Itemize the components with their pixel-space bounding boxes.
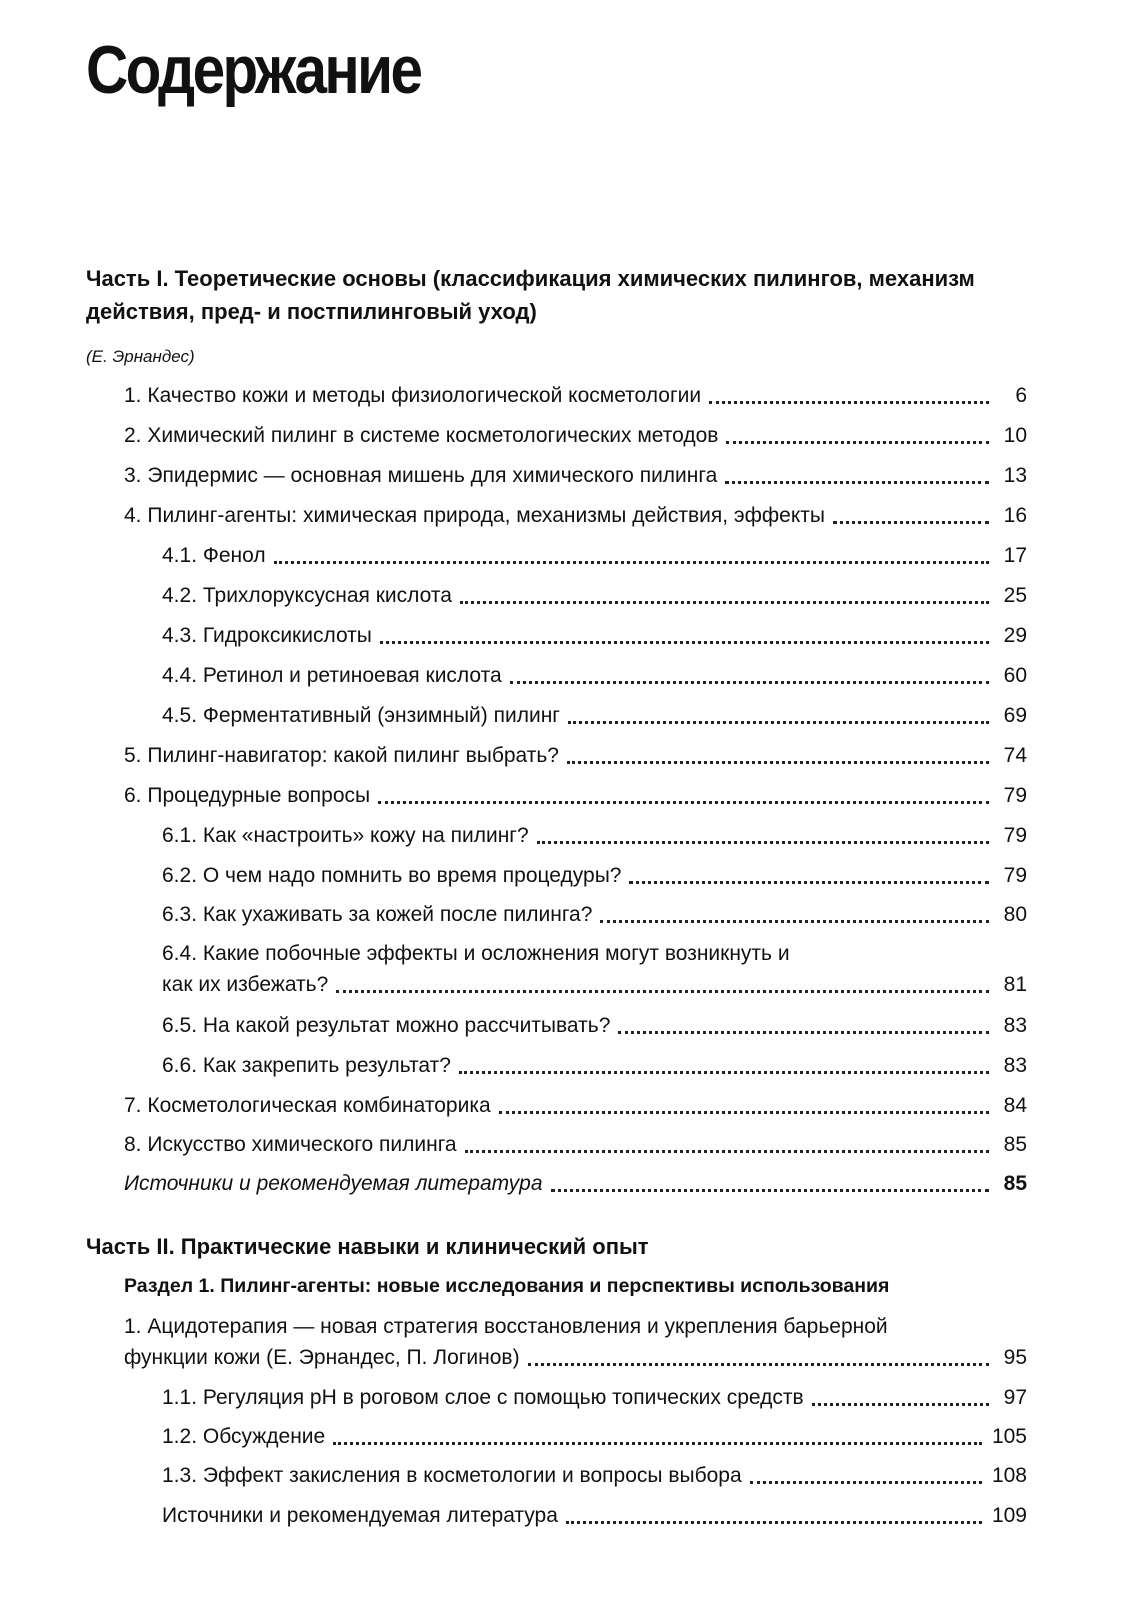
- page-title: Содержание: [86, 32, 421, 108]
- entry-label-continuation: [162, 969, 1027, 1000]
- entry-label: Источники и рекомендуемая литература: [124, 1172, 543, 1195]
- toc-entry[interactable]: [124, 500, 1027, 531]
- page-number: 83: [1003, 1014, 1027, 1037]
- page-number: 74: [1003, 744, 1027, 767]
- entry-label: 6.1. Как «настроить» кожу на пилинг?: [162, 824, 529, 847]
- dot-leader: [709, 401, 989, 404]
- toc-entry[interactable]: [162, 1500, 1027, 1531]
- dot-leader: [600, 920, 989, 923]
- entry-label: 6.2. О чем надо помнить во время процедуры?: [162, 864, 622, 887]
- dot-leader: [750, 1481, 982, 1484]
- dot-leader: [333, 1442, 982, 1445]
- entry-label: 1.1. Регуляция pH в роговом слое с помощью топических средств: [162, 1386, 804, 1409]
- entry-label: 6.5. На какой результат можно рассчитывать?: [162, 1014, 611, 1037]
- page-number: 109: [991, 1504, 1027, 1527]
- entry-label: 6. Процедурные вопросы: [124, 784, 371, 807]
- toc-entry[interactable]: [124, 1129, 1027, 1160]
- entry-label: 5. Пилинг-навигатор: какой пилинг выбрать?: [124, 744, 559, 767]
- entry-label: 6.6. Как закрепить результат?: [162, 1054, 451, 1077]
- dot-leader: [833, 521, 989, 524]
- dot-leader: [812, 1403, 989, 1406]
- dot-leader: [551, 1189, 989, 1192]
- entry-label: как их избежать?: [162, 973, 329, 996]
- dot-leader: [380, 641, 989, 644]
- toc-entry[interactable]: [162, 860, 1027, 891]
- toc-entry[interactable]: [162, 700, 1027, 731]
- toc-entry[interactable]: [162, 1050, 1027, 1081]
- toc-entry[interactable]: [124, 1090, 1027, 1121]
- toc-entry[interactable]: [162, 540, 1027, 571]
- toc-entry[interactable]: [162, 938, 1027, 1000]
- entry-label: 3. Эпидермис — основная мишень для химического пилинга: [124, 464, 718, 487]
- toc-entry[interactable]: [162, 660, 1027, 691]
- entry-label: 7. Косметологическая комбинаторика: [124, 1094, 491, 1117]
- toc-entry[interactable]: [162, 1010, 1027, 1041]
- toc-entry[interactable]: [124, 380, 1027, 411]
- dot-leader: [510, 681, 989, 684]
- dot-leader: [726, 441, 989, 444]
- page-number: 83: [1003, 1054, 1027, 1077]
- toc-entry[interactable]: [162, 1382, 1027, 1413]
- dot-leader: [274, 561, 989, 564]
- toc-entry[interactable]: [124, 740, 1027, 771]
- entry-label: 4.3. Гидроксикислоты: [162, 624, 372, 647]
- part-heading: Часть I. Теоретические основы (классификация химических пилингов, механизм действия, пред- и постпилинговый уход): [86, 266, 975, 324]
- page-number: 85: [1003, 1133, 1027, 1156]
- page-number: 17: [1003, 544, 1027, 567]
- toc-entry[interactable]: [124, 420, 1027, 451]
- dot-leader: [725, 481, 989, 484]
- entry-label: 4.2. Трихлоруксусная кислота: [162, 584, 452, 607]
- dot-leader: [378, 801, 989, 804]
- entry-label: 1.3. Эффект закисления в косметологии и вопросы выбора: [162, 1464, 742, 1487]
- entry-label: 1.2. Обсуждение: [162, 1425, 326, 1448]
- toc-entry[interactable]: [162, 620, 1027, 651]
- toc-entry[interactable]: [162, 1421, 1027, 1452]
- dot-leader: [465, 1150, 989, 1153]
- entry-label: функции кожи (Е. Эрнандес, П. Логинов): [124, 1346, 520, 1369]
- dot-leader: [568, 721, 989, 724]
- page-number: 79: [1003, 824, 1027, 847]
- toc-entry[interactable]: [124, 1311, 1027, 1373]
- dot-leader: [460, 601, 989, 604]
- entry-label: 4.4. Ретинол и ретиноевая кислота: [162, 664, 502, 687]
- page-number: 81: [1003, 973, 1027, 996]
- entry-label: 6.4. Какие побочные эффекты и осложнения могут возникнуть и: [162, 942, 790, 965]
- page-number: 105: [991, 1425, 1027, 1448]
- dot-leader: [459, 1071, 989, 1074]
- page-number: 10: [1003, 424, 1027, 447]
- toc-entry[interactable]: [162, 1460, 1027, 1491]
- page-number: 16: [1003, 504, 1027, 527]
- page-number: 108: [991, 1464, 1027, 1487]
- entry-label: Источники и рекомендуемая литература: [162, 1504, 558, 1527]
- entry-label: 6.3. Как ухаживать за кожей после пилинга?: [162, 903, 593, 926]
- entry-label-continuation: [124, 1342, 1027, 1373]
- page-number: 80: [1003, 903, 1027, 926]
- dot-leader: [629, 881, 989, 884]
- part-heading: Часть II. Практические навыки и клинический опыт: [86, 1234, 649, 1259]
- toc-entry[interactable]: [124, 780, 1027, 811]
- entry-label: 4. Пилинг-агенты: химическая природа, механизмы действия, эффекты: [124, 504, 825, 527]
- page-number: 25: [1003, 584, 1027, 607]
- toc-entry[interactable]: [162, 820, 1027, 851]
- page-number: 29: [1003, 624, 1027, 647]
- entry-label: 8. Искусство химического пилинга: [124, 1133, 457, 1156]
- dot-leader: [528, 1363, 989, 1366]
- dot-leader: [499, 1111, 989, 1114]
- page-number: 60: [1003, 664, 1027, 687]
- dot-leader: [567, 761, 989, 764]
- section-heading: Раздел 1. Пилинг-агенты: новые исследования и перспективы использования: [124, 1275, 890, 1297]
- page-number: 95: [1003, 1346, 1027, 1369]
- entry-label: 2. Химический пилинг в системе косметологических методов: [124, 424, 719, 447]
- dot-leader: [336, 990, 989, 993]
- toc-entry[interactable]: [162, 899, 1027, 930]
- page-number: 13: [1003, 464, 1027, 487]
- dot-leader: [537, 841, 989, 844]
- page-number: 97: [1003, 1386, 1027, 1409]
- entry-label: 4.5. Ферментативный (энзимный) пилинг: [162, 704, 560, 727]
- page-number: 84: [1003, 1094, 1027, 1117]
- toc-entry[interactable]: [124, 1168, 1027, 1199]
- entry-label: 4.1. Фенол: [162, 544, 266, 567]
- part-author: (Е. Эрнандес): [86, 347, 195, 366]
- page-number: 6: [1015, 384, 1027, 407]
- page-number: 79: [1003, 784, 1027, 807]
- page-number: 85: [1003, 1172, 1027, 1195]
- entry-label: 1. Ацидотерапия — новая стратегия восстановления и укрепления барьерной: [124, 1315, 888, 1338]
- page-number: 79: [1003, 864, 1027, 887]
- dot-leader: [618, 1031, 989, 1034]
- dot-leader: [566, 1521, 982, 1524]
- page-number: 69: [1003, 704, 1027, 727]
- entry-label: 1. Качество кожи и методы физиологической косметологии: [124, 384, 702, 407]
- toc-entry[interactable]: [162, 580, 1027, 611]
- toc-entry[interactable]: [124, 460, 1027, 491]
